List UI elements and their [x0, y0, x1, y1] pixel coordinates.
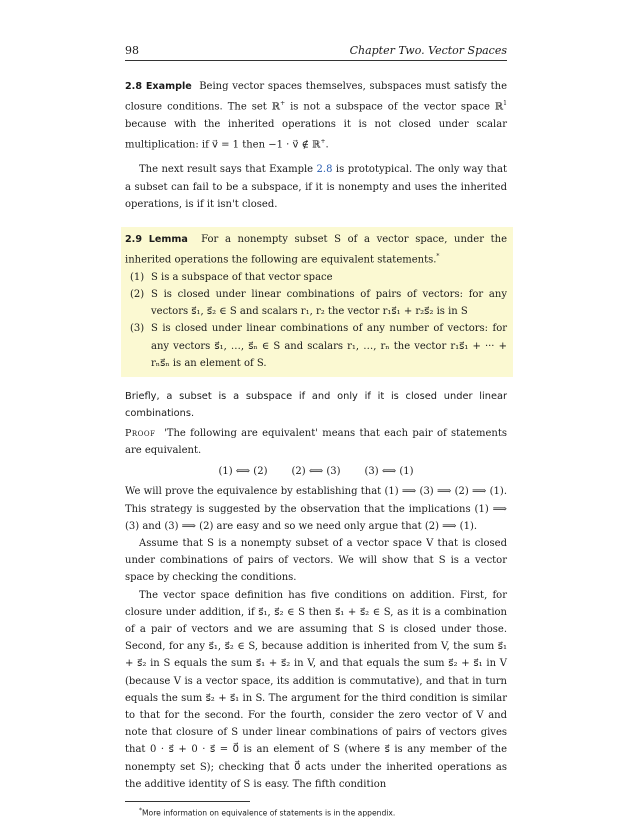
example-text-4: .	[325, 139, 329, 151]
equivalence-2-3: (2) ⟺ (3)	[291, 465, 341, 477]
lemma-item-label: (2)	[130, 289, 145, 301]
lemma-box	[121, 227, 513, 377]
example-sup-plus-1: +	[280, 100, 286, 108]
lemma-item-label: (1)	[130, 271, 145, 283]
footnote-text: More information on equivalence of statements is in the appendix.	[142, 808, 396, 818]
lemma-item-text: S is closed under linear combinations of any number of vectors: for any vectors s⃗₁, …, s⃗ₙ ∈ S and scalars r₁, …, rₙ the vector r₁s⃗₁ + ··· + rₙs⃗ₙ is an element of S.	[151, 323, 507, 369]
briefly-paragraph: Briefly, a subset is a subspace if and only if it is closed under linear combinations.	[125, 391, 507, 420]
assume-paragraph: Assume that S is a nonempty subset of a vector space V that is closed under combinations of pairs of vectors. We will show that S is a vector space by checking the conditions.	[125, 538, 507, 584]
proof-text: 'The following are equivalent' means that each pair of statements are equivalent.	[125, 428, 508, 457]
definition-paragraph: The vector space definition has five conditions on addition. First, for closure under addition, if s⃗₁, s⃗₂ ∈ S then s⃗₁ + s⃗₂ ∈ S, as it is a combination of a pair of vectors and we are assuming that S is closed under those. Second, for any s⃗₁, s⃗₂ ∈ S, because addition is inherited from V, the sum s⃗₁ + s⃗₂ in S equals the sum s⃗₁ + s⃗₂ in V, and that equals the sum s⃗₂ + s⃗₁ in V (because V is a vector space, its addition is commutative), and that in turn equals the sum s⃗₂ + s⃗₁ in S. The argument for the third condition is similar to that for the second. For the fourth, consider the zero vector of V and note that closure of S under linear combinations of pairs of vectors gives that 0 · s⃗ + 0 · s⃗ = 0⃗ is an element of S (where s⃗ is any member of the nonempty set S); checking that 0⃗ acts under the inherited operations as the additive identity of S is easy. The fifth condition	[125, 589, 507, 790]
footnote-rule	[125, 801, 250, 802]
example-text-1: Being vector spaces themselves, subspaces must satisfy the closure conditions. The set ℝ	[125, 81, 507, 113]
equivalence-1-2: (1) ⟺ (2)	[218, 465, 268, 477]
next-result-text-after: is prototypical. The only way that a subset can fail to be a subspace, if it is nonempty and uses the inherited operations, is if it isn't closed.	[125, 164, 507, 210]
example-sup-plus-2: +	[320, 137, 326, 145]
lemma-item-text: S is a subspace of that vector space	[151, 271, 333, 283]
lemma-label: 2.9 Lemma	[125, 234, 188, 246]
lemma-item-label: (3)	[130, 323, 145, 335]
strategy-paragraph: We will prove the equivalence by establishing that (1) ⟹ (3) ⟹ (2) ⟹ (1). This strategy is suggested by the observation that the implications (1) ⟹ (3) and (3) ⟹ (2) are easy and so we need only argue that (2) ⟹ (1).	[125, 486, 507, 532]
equivalence-3-1: (3) ⟺ (1)	[364, 465, 414, 477]
next-result-paragraph	[125, 161, 507, 213]
document-page	[125, 40, 507, 820]
header-rule	[125, 60, 507, 61]
chapter-title: Chapter Two. Vector Spaces	[349, 44, 507, 57]
proof-label: Proof	[125, 428, 156, 440]
lemma-item-3	[125, 320, 507, 372]
footnote-mark: *	[139, 807, 142, 815]
next-result-text-before: The next result says that Example	[139, 164, 317, 176]
example-paragraph	[125, 78, 507, 153]
example-reference-link[interactable]: 2.8	[316, 164, 333, 176]
example-label: 2.8 Example	[125, 81, 192, 92]
example-text-2: is not a subspace of the vector space ℝ	[285, 101, 504, 113]
lemma-footnote-mark: *	[436, 253, 440, 261]
lemma-item-2	[125, 286, 507, 320]
equivalence-display	[125, 459, 507, 483]
page-number: 98	[125, 44, 139, 57]
example-text-3: because with the inherited operations it is not closed under scalar multiplication: if v⃗ = 1 then −1 · v⃗ ∉ ℝ	[125, 118, 507, 151]
example-sup-one: 1	[503, 100, 507, 108]
lemma-statement-text: For a nonempty subset S of a vector space, under the inherited operations the following are equivalent statements.	[125, 234, 507, 266]
footnote	[125, 805, 507, 820]
lemma-item-text: S is closed under linear combinations of pairs of vectors: for any vectors s⃗₁, s⃗₂ ∈ S and scalars r₁, r₂ the vector r₁s⃗₁ + r₂s⃗₂ is in S	[151, 289, 507, 318]
lemma-item-1	[125, 269, 507, 286]
running-header	[125, 40, 507, 58]
proof-paragraph	[125, 425, 507, 459]
lemma-statement	[125, 231, 507, 269]
